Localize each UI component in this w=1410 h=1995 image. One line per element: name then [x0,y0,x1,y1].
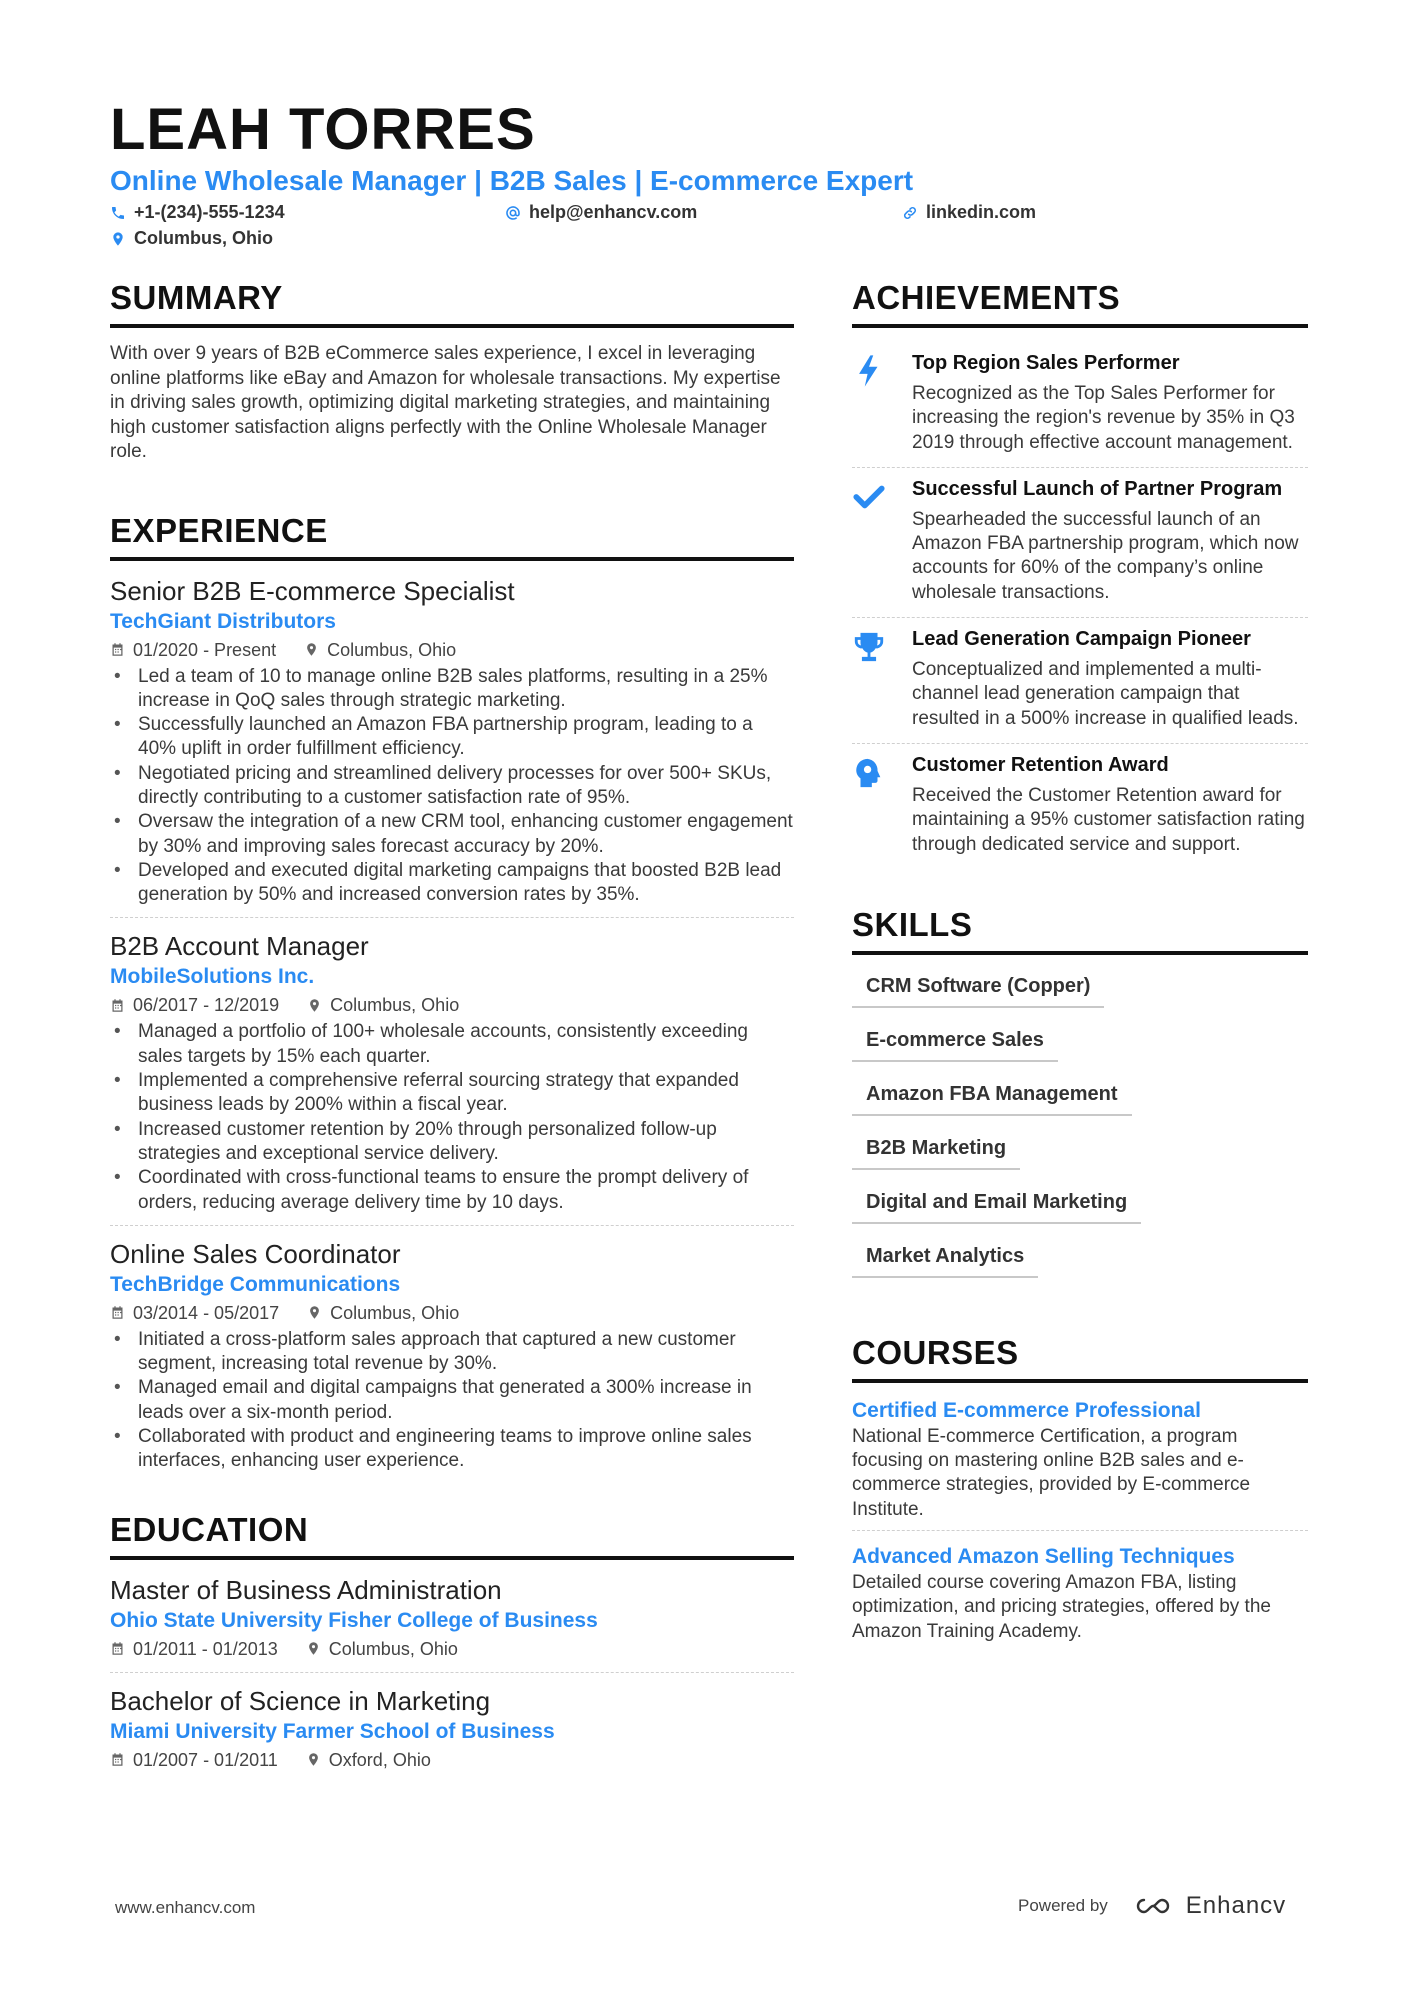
company-name: TechBridge Communications [110,1272,401,1296]
course-title: Certified E-commerce Professional [852,1398,1201,1422]
job-title: Senior B2B E-commerce Specialist [110,575,515,606]
summary-text: With over 9 years of B2B eCommerce sales experience, I excel in leveraging online platforms like eBay and Amazon for wholesale transactions. My expertise in driving sales growth, optimizing digital marketing strategies, and maintaining high customer satisfaction aligns perfectly with the Online Wholesale Manager role. [110,343,781,462]
checkmark-icon [852,480,886,514]
company-name: TechGiant Distributors [110,609,336,633]
location-pin-icon [307,1305,322,1320]
trophy-icon [852,630,886,664]
skill-tag: Market Analytics [852,1239,1038,1278]
job-location: Columbus, Ohio [330,1302,460,1323]
location-contact [110,228,273,249]
education-entry [110,1685,794,1783]
job-entry [110,930,794,1225]
achievement-title: Successful Launch of Partner Program [912,477,1283,500]
phone-contact[interactable] [110,202,285,223]
bullet-item: • Collaborated with product and engineering teams to improve online sales interfaces, enhancing user experience. [110,1425,794,1474]
job-title: Online Sales Coordinator [110,1238,401,1269]
education-location: Columbus, Ohio [328,1638,458,1659]
job-bullets [110,1020,794,1214]
calendar-icon [110,1752,125,1767]
right-column [852,278,1308,1664]
achievement-title: Customer Retention Award [912,753,1169,776]
candidate-name: LEAH TORRES [110,97,536,162]
education-entry [110,1574,794,1673]
course-item [852,1543,1308,1652]
bullet-item: • Increased customer retention by 20% through personalized follow-up strategies and exceptional service delivery. [110,1118,794,1167]
school-name: Ohio State University Fisher College of Business [110,1608,598,1632]
location-pin-icon [304,642,319,657]
job-dates: 01/2020 - Present [133,639,277,660]
footer-site-link[interactable]: www.enhancv.com [115,1898,256,1917]
calendar-icon [110,1305,125,1320]
enhancv-logo[interactable] [1130,1892,1286,1920]
achievement-description: Conceptualized and implemented a multi-channel lead generation campaign that resulted in a 500% increase in qualified leads. [912,659,1299,729]
achievement-description: Received the Customer Retention award for maintaining a 95% customer satisfaction rating through dedicated service and support. [912,784,1305,855]
candidate-headline: Online Wholesale Manager | B2B Sales | E-commerce Expert [110,165,914,196]
job-entry [110,1238,794,1484]
bullet-item: • Oversaw the integration of a new CRM tool, enhancing customer engagement by 30% and improving sales forecast accuracy by 20%. [110,810,794,859]
job-dates: 03/2014 - 05/2017 [133,1302,280,1323]
degree-title: Bachelor of Science in Marketing [110,1685,491,1716]
email-contact[interactable] [505,202,697,223]
job-dates: 06/2017 - 12/2019 [133,995,280,1016]
experience-heading: EXPERIENCE [110,511,794,561]
job-entry [110,575,794,919]
course-description: Detailed course covering Amazon FBA, listing optimization, and pricing strategies, offered by the Amazon Training Academy. [852,1572,1271,1642]
skills-heading: SKILLS [852,905,1308,955]
location-pin-icon [110,231,126,247]
course-title: Advanced Amazon Selling Techniques [852,1545,1235,1569]
resume-header [110,96,1310,256]
skills-section [852,905,1308,1293]
education-heading: EDUCATION [110,1510,794,1560]
education-dates: 01/2011 - 01/2013 [133,1638,278,1659]
course-description: National E-commerce Certification, a program focusing on mastering online B2B sales and e-commerce strategies, provided by E-commerce Institute. [852,1425,1251,1520]
achievements-heading: ACHIEVEMENTS [852,278,1308,328]
bullet-item: • Successfully launched an Amazon FBA partnership program, leading to a 40% uplift in order fulfillment efficiency. [110,713,794,762]
achievement-item [852,744,1308,869]
job-location: Columbus, Ohio [327,639,457,660]
phone-text: +1-(234)-555-1234 [134,202,285,222]
job-title: B2B Account Manager [110,931,369,962]
job-meta [110,992,794,1018]
education-meta [110,1747,794,1773]
achievement-title: Lead Generation Campaign Pioneer [912,628,1251,651]
calendar-icon [110,998,125,1013]
degree-title: Master of Business Administration [110,1574,502,1605]
bullet-item: • Negotiated pricing and streamlined delivery processes for over 500+ SKUs, directly contributing to a customer satisfaction rate of 95%. [110,762,794,811]
school-name: Miami University Farmer School of Business [110,1719,555,1743]
skill-tag: Digital and Email Marketing [852,1185,1141,1224]
course-item [852,1397,1308,1531]
education-dates: 01/2007 - 01/2011 [133,1749,278,1770]
skill-tag: Amazon FBA Management [852,1077,1132,1116]
brand-name: Enhancv [1185,1892,1287,1919]
lightning-icon [852,354,886,388]
summary-section [110,278,794,465]
footer-branding [1018,1892,1286,1920]
education-location: Oxford, Ohio [328,1749,431,1770]
link-icon [902,205,918,221]
website-contact[interactable] [902,202,1036,223]
enhancv-logo-icon [1130,1894,1176,1918]
left-column [110,278,794,1795]
at-icon [505,205,521,221]
bullet-item: • Implemented a comprehensive referral sourcing strategy that expanded business leads by 200% within a fiscal year. [110,1069,794,1118]
education-section [110,1510,794,1783]
job-meta [110,637,794,663]
location-pin-icon [307,998,322,1013]
education-meta [110,1636,794,1662]
job-location: Columbus, Ohio [330,995,460,1016]
courses-section [852,1333,1308,1652]
achievement-title: Top Region Sales Performer [912,352,1180,374]
bullet-item: • Led a team of 10 to manage online B2B sales platforms, resulting in a 25% increase in QoQ sales through strategic marketing. [110,665,794,714]
bullet-item: • Initiated a cross-platform sales approach that captured a new customer segment, increasing total revenue by 30%. [110,1328,794,1377]
skill-tag: B2B Marketing [852,1131,1020,1170]
skill-tag: E-commerce Sales [852,1023,1058,1062]
powered-by-text: Powered by [1018,1896,1108,1915]
email-text: help@enhancv.com [529,202,698,222]
bullet-item: • Managed email and digital campaigns that generated a 300% increase in leads over a six-month period. [110,1376,794,1425]
calendar-icon [110,642,125,657]
location-text: Columbus, Ohio [134,228,273,248]
company-name: MobileSolutions Inc. [110,965,315,989]
contact-info [110,202,1310,256]
achievement-item [852,342,1308,468]
job-meta [110,1300,794,1326]
skill-tag: CRM Software (Copper) [852,969,1104,1008]
achievement-item [852,618,1308,744]
experience-section [110,511,794,1484]
location-pin-icon [306,1641,321,1656]
achievement-description: Recognized as the Top Sales Performer for increasing the region's revenue by 35% in Q3 2019 through effective account management. [912,383,1295,453]
calendar-icon [110,1641,125,1656]
head-icon [852,756,886,790]
achievement-item [852,468,1308,618]
job-bullets [110,665,794,908]
achievements-section [852,278,1308,869]
bullet-item: • Coordinated with cross-functional teams to ensure the prompt delivery of orders, reducing average delivery time by 10 days. [110,1166,794,1215]
location-pin-icon [306,1752,321,1767]
website-text: linkedin.com [926,202,1037,222]
phone-icon [110,205,126,221]
bullet-item: • Developed and executed digital marketing campaigns that boosted B2B lead generation by 50% and increased conversion rates by 35%. [110,859,794,908]
job-bullets [110,1328,794,1474]
bullet-item: • Managed a portfolio of 100+ wholesale accounts, consistently exceeding sales targets by 15% each quarter. [110,1020,794,1069]
summary-heading: SUMMARY [110,278,794,328]
achievement-description: Spearheaded the successful launch of an Amazon FBA partnership program, which now accounts for 60% of the company’s online wholesale transactions. [912,508,1299,603]
courses-heading: COURSES [852,1333,1308,1383]
